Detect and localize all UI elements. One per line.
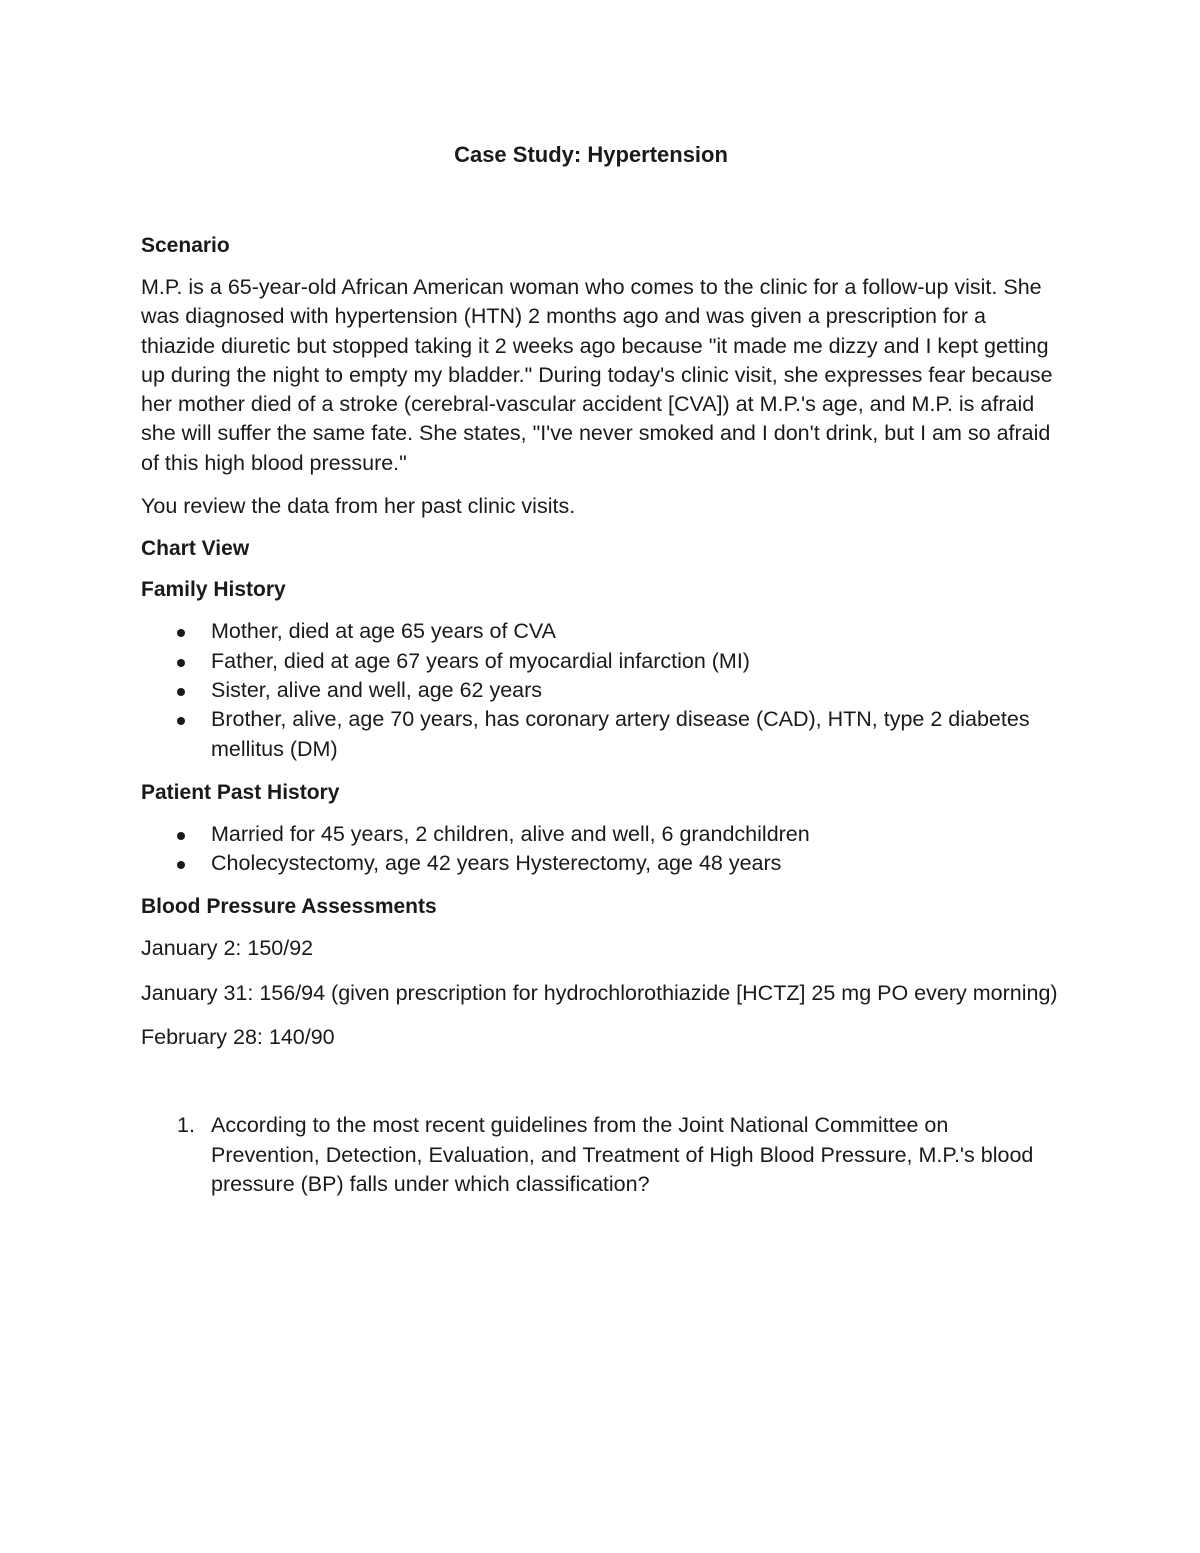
- bullet-icon: [177, 861, 185, 869]
- document-page: [141, 140, 1061, 1199]
- list-item: [141, 617, 1061, 646]
- list-item-text: Mother, died at age 65 years of CVA: [211, 619, 556, 644]
- list-item: [141, 849, 1061, 878]
- question-item: [141, 1111, 1061, 1199]
- list-item-text: Cholecystectomy, age 42 years Hysterectomy, age 48 years: [211, 851, 782, 876]
- bullet-icon: [177, 717, 185, 725]
- question-text: According to the most recent guidelines from the Joint National Committee on Prevention, Detection, Evaluation, and Treatment of High Blood Pressure, M.P.'s blood pressure (BP) falls under which classification?: [211, 1113, 1034, 1196]
- scenario-review-paragraph: You review the data from her past clinic visits.: [141, 494, 576, 519]
- list-item-text: Married for 45 years, 2 children, alive and well, 6 grandchildren: [211, 821, 810, 846]
- scenario-paragraph: M.P. is a 65-year-old African American woman who comes to the clinic for a follow-up visit. She was diagnosed with hypertension (HTN) 2 months ago and was given a prescription for a thiazide diuretic but stopped taking it 2 weeks ago because "it made me dizzy and I kept getting up during the night to empty my bladder." During today's clinic visit, she expresses fear because her mother died of a stroke (cerebral-vascular accident [CVA]) at M.P.'s age, and M.P. is afraid she will suffer the same fate. She states, "I've never smoked and I don't drink, but I am so afraid of this high blood pressure.": [141, 275, 1053, 475]
- question-number: 1.: [177, 1113, 195, 1138]
- document-title: Case Study: Hypertension: [454, 142, 728, 167]
- list-item-text: Brother, alive, age 70 years, has coronary artery disease (CAD), HTN, type 2 diabetes mellitus (DM): [211, 707, 1030, 761]
- family-history-heading: Family History: [141, 578, 286, 602]
- list-item: [141, 820, 1061, 849]
- past-history-list: [141, 820, 1061, 879]
- list-item: [141, 705, 1061, 764]
- spacer: [141, 1067, 1061, 1111]
- list-item-text: Sister, alive and well, age 62 years: [211, 677, 543, 702]
- scenario-heading: Scenario: [141, 234, 230, 257]
- chart-view-heading: Chart View: [141, 537, 250, 561]
- bullet-icon: [177, 629, 185, 637]
- bullet-icon: [177, 659, 185, 667]
- list-item: [141, 676, 1061, 705]
- bp-entry-february-28: February 28: 140/90: [141, 1025, 335, 1050]
- bp-entry-january-31: January 31: 156/94 (given prescription for hydrochlorothiazide [HCTZ] 25 mg PO every morning): [141, 980, 1058, 1005]
- bullet-icon: [177, 832, 185, 840]
- bp-entry-january-2: January 2: 150/92: [141, 936, 314, 961]
- list-item: [141, 647, 1061, 676]
- list-item-text: Father, died at age 67 years of myocardial infarction (MI): [211, 648, 750, 673]
- family-history-list: [141, 617, 1061, 763]
- bullet-icon: [177, 688, 185, 696]
- bp-assessments-heading: Blood Pressure Assessments: [141, 895, 437, 919]
- past-history-heading: Patient Past History: [141, 780, 340, 804]
- questions-list: [141, 1111, 1061, 1199]
